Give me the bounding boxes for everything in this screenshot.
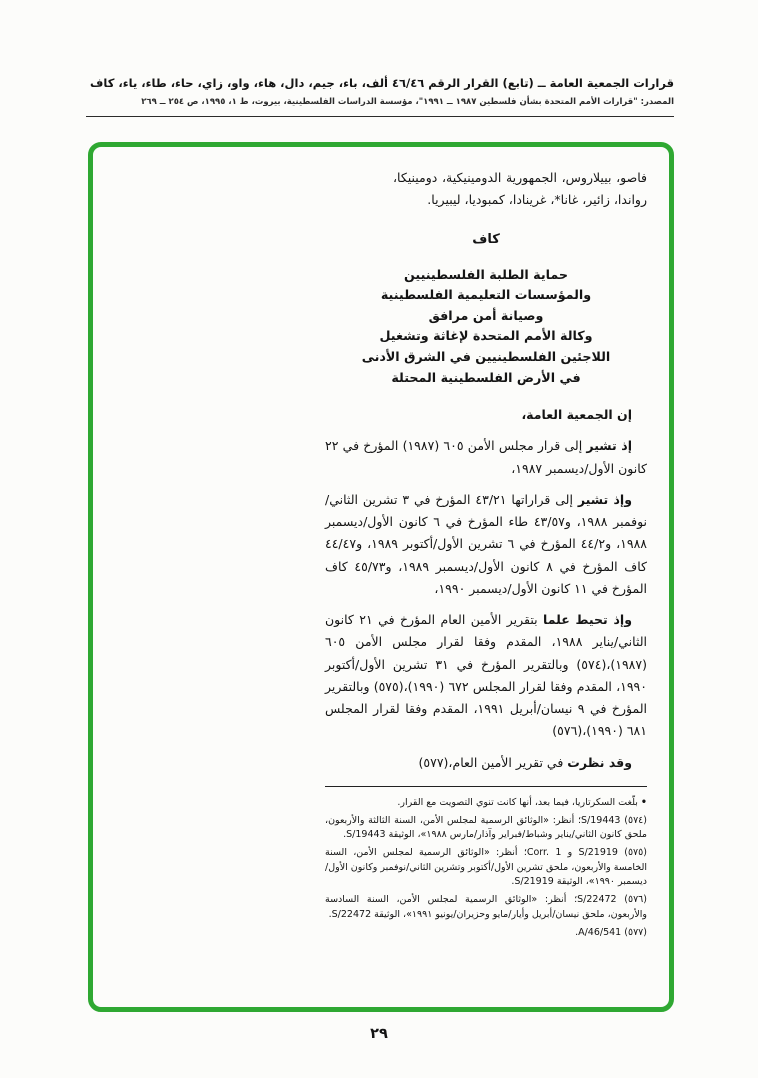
resolution-content xyxy=(325,167,647,940)
section-letter: كاف xyxy=(472,231,500,247)
paragraph-text: بتقرير الأمين العام المؤرخ في ٢١ كانون الثاني/يناير ١٩٨٨، المقدم وفقا لقرار مجلس الأمن ٦٠٥ (١٩٨٧)،(٥٧٤) وبالتقرير المؤرخ في ٣١ تشرين الأول/أكتوبر ١٩٩٠، المقدم وفقا لقرار المجلس ٦٧٢ (١٩٩٠)،(٥٧٥) وبالتقرير المؤرخ في ٩ نيسان/أبريل ١٩٩١، المقدم وفقا لقرار المجلس ٦٨١ (١٩٩٠)،(٥٧٦) xyxy=(325,612,647,739)
resolution-title-line: وكالة الأمم المتحدة لإغاثة وتشغيل xyxy=(379,328,593,344)
resolution-paragraph xyxy=(325,752,647,774)
footnote-star xyxy=(325,796,647,811)
footnote-marker: (٥٧٤) xyxy=(624,814,647,826)
footnote-text: S/21919 و Corr. 1؛ أنظر: «الوثائق الرسمية لمجلس الأمن، السنة الخامسة والأربعون، ملحق تشرين الأول/أكتوبر وتشرين الثاني/نوفمبر وكانون الأول/ديسمبر ١٩٩٠»، الوثيقة S/21919. xyxy=(325,847,647,888)
paragraph-text: في تقرير الأمين العام،(٥٧٧) xyxy=(418,754,568,770)
resolution-paragraph xyxy=(325,489,647,600)
resolution-title-line: في الأرض الفلسطينية المحتلة xyxy=(391,369,581,385)
footnote-item xyxy=(325,814,647,843)
footnote-text: S/19443؛ أنظر: «الوثائق الرسمية لمجلس الأمن، السنة الثالثة والأربعون، ملحق كانون الثاني/يناير وشباط/فبراير وآذار/مارس ١٩٨٨»، الوثيقة S/19443. xyxy=(325,814,647,841)
footnote-marker: (٥٧٥) xyxy=(624,847,647,858)
footnote-text: A/46/541. xyxy=(575,926,622,938)
voting-countries-paragraph: فاصو، بييلاروس، الجمهورية الدومينيكية، دومينيكا، رواندا، زائير، غانا*، غرينادا، كمبوديا، ليبيريا. xyxy=(393,170,647,208)
paragraph-lead: وإذ تحيط علما xyxy=(543,612,632,628)
page-header xyxy=(86,76,674,117)
paragraph-text: إلى قراراتها ٤٣/٢١ المؤرخ في ٣ تشرين الثاني/نوفمبر ١٩٨٨، و٤٣/٥٧ طاء المؤرخ في ٦ كانون الأول/ديسمبر ١٩٨٨، و٤٤/٢ المؤرخ في ٦ تشرين الأول/أكتوبر ١٩٨٩، و٤٤/٤٧ كاف المؤرخ في ٨ كانون الأول/ديسمبر ١٩٨٩، و٤٥/٧٣ كاف المؤرخ في ١١ كانون الأول/ديسمبر ١٩٩٠، xyxy=(325,491,648,596)
paragraph-lead: إن الجمعية العامة، xyxy=(521,407,632,423)
resolution-paragraph xyxy=(325,609,647,743)
footnotes-block xyxy=(325,796,647,940)
header-title: قرارات الجمعية العامة ــ (تابع) القرار الرقم ٤٦/٤٦ ألف، باء، جيم، دال، هاء، واو، زاي، حاء، طاء، ياء، كاف xyxy=(90,76,674,90)
paragraph-lead: وقد نظرت xyxy=(567,754,632,770)
resolution-paragraph xyxy=(325,404,647,426)
footnote-marker: (٥٧٧) xyxy=(624,926,647,938)
page-number: ٢٩ xyxy=(370,1026,388,1042)
paragraph-text: إلى قرار مجلس الأمن ٦٠٥ (١٩٨٧) المؤرخ في ٢٢ كانون الأول/ديسمبر ١٩٨٧، xyxy=(325,438,647,476)
paragraph-lead: إذ تشير xyxy=(586,438,633,454)
footnote-marker: (٥٧٦) xyxy=(624,894,647,906)
footnote-item xyxy=(325,846,647,890)
resolution-title-line: والمؤسسات التعليمية الفلسطينية xyxy=(380,287,592,303)
footnote-text: S/22472؛ أنظر: «الوثائق الرسمية لمجلس الأمن، السنة السادسة والأربعون، ملحق نيسان/أبريل وأيار/مايو وحزيران/يونيو ١٩٩١»، الوثيقة S/22472. xyxy=(325,894,647,920)
resolution-title-line: اللاجئين الفلسطينيين في الشرق الأدنى xyxy=(361,348,611,364)
footnote-bullet-icon: • xyxy=(640,796,647,808)
header-source-line: المصدر: "قرارات الأمم المتحدة بشأن فلسطين ١٩٨٧ ــ ١٩٩١"، مؤسسة الدراسات الفلسطينية، بيروت، ط ١، ١٩٩٥، ص ٢٥٤ ــ ٢٦٩ xyxy=(141,97,674,107)
footnote-separator xyxy=(325,786,647,787)
footnote-item xyxy=(325,926,647,941)
footnote-item xyxy=(325,893,647,922)
resolution-title-line: حماية الطلبة الفلسطينيين xyxy=(403,266,569,282)
paragraph-lead: وإذ تشير xyxy=(577,491,632,507)
resolution-paragraph xyxy=(325,435,647,480)
footnote-text: بلّغت السكرتاريا، فيما بعد، أنها كانت تنوي التصويت مع القرار. xyxy=(397,796,638,808)
resolution-title-line: وصيانة أمن مرافق xyxy=(428,307,544,323)
resolution-title xyxy=(325,265,647,388)
resolution-frame xyxy=(88,142,674,1012)
